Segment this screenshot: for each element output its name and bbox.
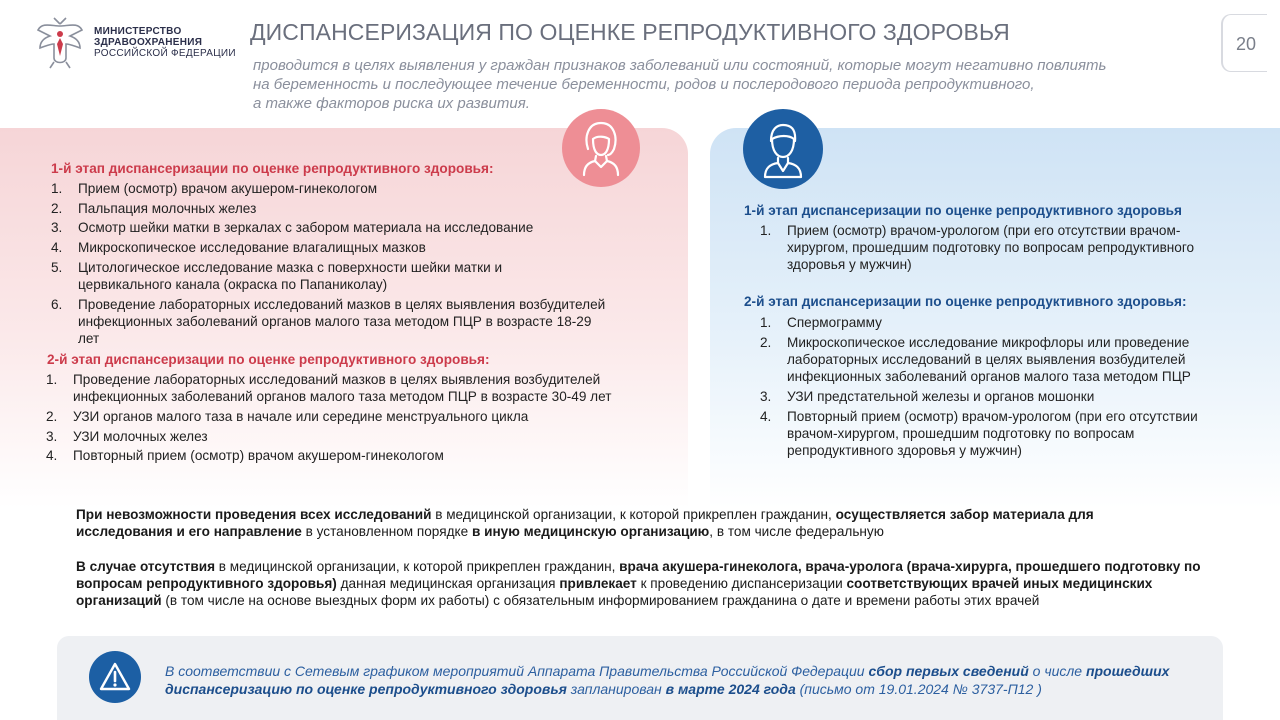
list-item: 4. Микроскопическое исследование влагалищных мазков xyxy=(51,240,426,256)
note-paragraph-doctors: В случае отсутствия в медицинской организации, к которой прикреплен гражданин, врача акушера-гинеколога, врача-уролога (врача-хирурга, прошедшего подготовку по вопросам репродуктивного здоровья) данная медицинская организация привлекает к проведению диспансеризации соответствующих врачей иных медицинских организаций (в том числе на основе выездных форм их работы) с обязательным информированием гражданина о дате и времени работы этих врачей xyxy=(76,559,1201,609)
ministry-name xyxy=(94,26,236,59)
woman-avatar-icon xyxy=(562,109,640,187)
men-stage2-title: 2-й этап диспансеризации по оценке репродуктивного здоровья: xyxy=(744,294,1187,309)
women-stage2-list xyxy=(46,371,656,467)
list-item: 4. Повторный прием (осмотр) врачом-урологом (при его отсутствии врачом-хирургом, прошедшим подготовку по вопросам репродуктивного здоровья у мужчин) xyxy=(760,408,1198,458)
info-text: В соответствии с Сетевым графиком мероприятий Аппарата Правительства Российской Федерации сбор первых сведений о числе прошедших диспансеризацию по оценке репродуктивного здоровья запланирован в марте 2024 года (письмо от 19.01.2024 № 3737-П12 ) xyxy=(165,663,1170,697)
page-title: ДИСПАНСЕРИЗАЦИЯ ПО ОЦЕНКЕ РЕПРОДУКТИВНОГО ЗДОРОВЬЯ xyxy=(250,19,1010,45)
list-item: 1. Спермограмму xyxy=(760,315,882,330)
men-stage2-list xyxy=(760,314,1230,462)
men-stage1-list xyxy=(760,222,1230,276)
list-item: 3. УЗИ молочных желез xyxy=(46,428,208,444)
list-item: 3. Осмотр шейки матки в зеркалах с забором материала на исследование xyxy=(51,220,534,236)
double-headed-eagle-icon xyxy=(34,14,86,70)
ministry-logo xyxy=(34,14,236,70)
men-stage1-title: 1-й этап диспансеризации по оценке репродуктивного здоровья xyxy=(744,203,1182,218)
subtitle-line: на беременность и последующее течение беременности, родов и послеродового периода репродуктивного, xyxy=(253,76,1035,93)
list-item: 1. Прием (осмотр) врачом-урологом (при его отсутствии врачом-хирургом, прошедшим подготовку по вопросам репродуктивного здоровья у мужчин) xyxy=(760,223,1195,273)
list-item: 5. Цитологическое исследование мазка с поверхности шейки матки и цервикального канала (окраска по Папаниколау) xyxy=(51,259,503,293)
list-item: 1. Прием (осмотр) врачом акушером-гинекологом xyxy=(51,181,378,196)
list-item: 1. Проведение лабораторных исследований мазков в целях выявления возбудителей инфекционных заболеваний органов малого таза методом ПЦР в возрасте 30-49 лет xyxy=(46,372,612,405)
warning-icon xyxy=(89,651,141,703)
note-paragraph-referral: При невозможности проведения всех исследований в медицинской организации, к которой прикреплен гражданин, осуществляется забор материала для исследования и его направление в установленном порядке в иную медицинскую организацию, в том числе федеральную xyxy=(76,507,1094,540)
list-item: 2. Микроскопическое исследование микрофлоры или проведение лабораторных исследований в целях выявления возбудителей инфекционных заболеваний органов малого таза методом ПЦР xyxy=(760,334,1191,385)
list-item: 4. Повторный прием (осмотр) врачом акушером-гинекологом xyxy=(46,448,444,464)
list-item: 3. УЗИ предстательной железы и органов мошонки xyxy=(760,388,1095,404)
ministry-line-3: РОССИЙСКОЙ ФЕДЕРАЦИИ xyxy=(94,47,236,59)
list-item: 2. Пальпация молочных желез xyxy=(51,200,257,216)
ministry-line-1: МИНИСТЕРСТВО xyxy=(94,25,182,37)
ministry-line-2: ЗДРАВООХРАНЕНИЯ xyxy=(94,36,203,48)
women-stage1-title: 1-й этап диспансеризации по оценке репродуктивного здоровья: xyxy=(51,161,494,176)
subtitle-line: проводится в целях выявления у граждан признаков заболеваний или состояний, которые могут негативно повлиять xyxy=(253,57,1107,74)
women-stage1-list xyxy=(51,180,651,350)
page-subtitle xyxy=(253,56,1153,113)
man-avatar-icon xyxy=(743,109,823,189)
list-item: 6. Проведение лабораторных исследований мазков в целях выявления возбудителей инфекционных заболеваний органов малого таза методом ПЦР в возрасте 18-29 лет xyxy=(51,296,606,347)
subtitle-line: а также факторов риска их развития. xyxy=(253,95,530,112)
list-item: 2. УЗИ органов малого таза в начале или середине менструального цикла xyxy=(46,408,529,424)
page-number: 20 xyxy=(1236,34,1257,54)
women-stage2-title: 2-й этап диспансеризации по оценке репродуктивного здоровья: xyxy=(47,352,490,367)
